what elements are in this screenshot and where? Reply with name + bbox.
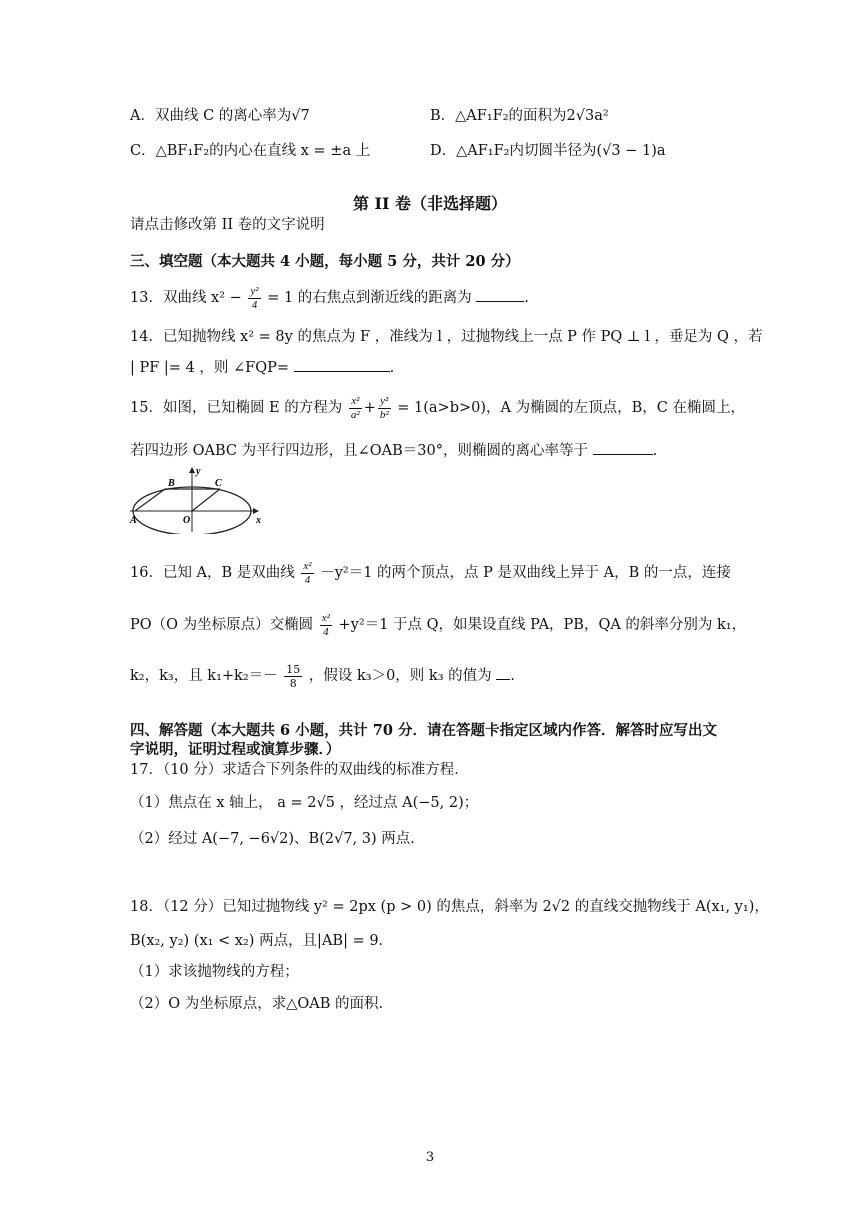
q14-end: .	[389, 360, 395, 376]
question-18-line1: 18．（12 分）已知过抛物线 y² = 2px (p > 0) 的焦点，斜率为 2√2 的直线交抛物线于 A(x₁, y₁)，	[130, 899, 769, 915]
q15-fraction-2	[378, 395, 391, 422]
question-18-part2: （2）O 为坐标原点，求△OAB 的面积.	[130, 996, 384, 1012]
q16-fraction-3	[284, 663, 302, 690]
q16-fraction-1	[301, 560, 313, 587]
answer-blank	[294, 357, 390, 372]
question-17-stem: 17．（10 分）求适合下列条件的双曲线的标准方程．	[130, 762, 469, 778]
label-b: B	[168, 478, 175, 489]
part3-header: 三、填空题（本大题共 4 小题，每小题 5 分，共计 20 分）	[130, 253, 520, 270]
question-18-line2: B(x₂, y₂) (x₁ < x₂) 两点，且|AB| = 9．	[130, 933, 394, 949]
q15-suffix: = 1(a>b>0)，A 为椭圆的左顶点，B，C 在椭圆上，	[397, 400, 745, 416]
part4-header-line2: 字说明，证明过程或演算步骤．）	[130, 741, 341, 758]
q16-end: .	[510, 668, 515, 684]
q16-line3-suffix: ，假设 k₃＞0，则 k₃ 的值为	[308, 668, 492, 684]
answer-blank	[593, 440, 653, 455]
question-18-part1: （1）求该抛物线的方程；	[130, 964, 299, 980]
q15-end: .	[652, 443, 658, 459]
section-note: 请点击修改第 II 卷的文字说明	[130, 217, 325, 233]
label-x: x	[256, 515, 261, 526]
question-13	[130, 280, 529, 316]
segment-oc	[192, 489, 220, 511]
answer-blank	[476, 287, 524, 302]
q15-plus: +	[363, 400, 376, 416]
section-title: 第 II 卷（非选择题）	[352, 194, 508, 213]
option-d: D．△AF₁F₂内切圆半径为(√3 − 1)a	[430, 143, 666, 159]
q16-line2-suffix: +y²＝1 于点 Q，如果设直线 PA，PB，QA 的斜率分别为 k₁，	[338, 617, 747, 633]
question-14-line2	[130, 357, 394, 378]
q16-line2-prefix: PO（O 为坐标原点）交椭圆	[130, 617, 314, 633]
question-16-line2	[130, 605, 746, 645]
q15-fraction-1	[349, 395, 362, 422]
q15-frac2-den: b²	[379, 408, 389, 421]
label-a: A	[130, 515, 137, 526]
part4-header-line1: 四、解答题（本大题共 6 小题，共计 70 分．请在答题卡指定区域内作答．解答时应写出文	[130, 722, 717, 739]
q16-frac1-num: x²	[303, 559, 312, 572]
question-17-part1: （1）焦点在 x 轴上， a = 2√5 ，经过点 A(−5, 2)；	[130, 795, 479, 811]
question-15-line2	[130, 440, 657, 461]
q15-frac1-den: a²	[350, 408, 360, 421]
q13-frac-den: 4	[251, 298, 258, 311]
question-15-line1	[130, 389, 745, 427]
q13-end: .	[524, 290, 530, 306]
q14-line2-prefix: | PF |= 4 ，则 ∠FQP=	[130, 360, 290, 376]
question-16-line1	[130, 553, 731, 593]
q13-fraction	[248, 285, 260, 312]
q16-frac1-den: 4	[304, 573, 311, 586]
q16-fraction-2	[320, 612, 332, 639]
option-a: A．双曲线 C 的离心率为√7	[130, 108, 310, 124]
q13-suffix: = 1 的右焦点到渐近线的距离为	[267, 290, 472, 306]
q15-frac2-num: y²	[378, 395, 391, 409]
q16-frac3-den: 8	[289, 676, 297, 690]
label-o: O	[183, 515, 191, 526]
question-17-part2: （2）经过 A(−7, −6√2)、B(2√7, 3) 两点.	[130, 831, 415, 847]
question-14-line1: 14．已知抛物线 x² = 8y 的焦点为 F ，准线为 l ，过抛物线上一点 P 作 PQ ⊥ l ，垂足为 Q ，若	[130, 329, 763, 345]
q16-frac2-num: x²	[321, 611, 330, 624]
q16-line1-suffix: －y²＝1 的两个顶点，点 P 是双曲线上异于 A，B 的一点，连接	[320, 565, 731, 581]
q15-line2-text: 若四边形 OABC 为平行四边形，且∠OAB＝30°，则椭圆的离心率等于	[130, 443, 588, 459]
question-16-line3	[130, 656, 515, 696]
q15-frac1-num: x²	[349, 395, 362, 409]
page-number: 3	[425, 1150, 435, 1165]
label-y: y	[196, 466, 201, 477]
q15-prefix: 15．如图，已知椭圆 E 的方程为	[130, 400, 343, 416]
ellipse-figure	[128, 462, 264, 534]
q13-prefix: 13．双曲线 x² −	[130, 290, 242, 306]
q16-frac2-den: 4	[323, 625, 329, 638]
q16-line3-prefix: k₂，k₃，且 k₁+k₂＝－	[130, 668, 278, 684]
q13-frac-num: y²	[250, 284, 259, 297]
answer-blank	[496, 665, 510, 680]
label-c: C	[215, 478, 222, 489]
option-b: B．△AF₁F₂的面积为2√3a²	[430, 108, 609, 124]
q16-line1-prefix: 16．已知 A，B 是双曲线	[130, 565, 295, 581]
q16-frac3-num: 15	[286, 662, 301, 676]
option-c: C．△BF₁F₂的内心在直线 x = ±a 上	[130, 143, 371, 159]
